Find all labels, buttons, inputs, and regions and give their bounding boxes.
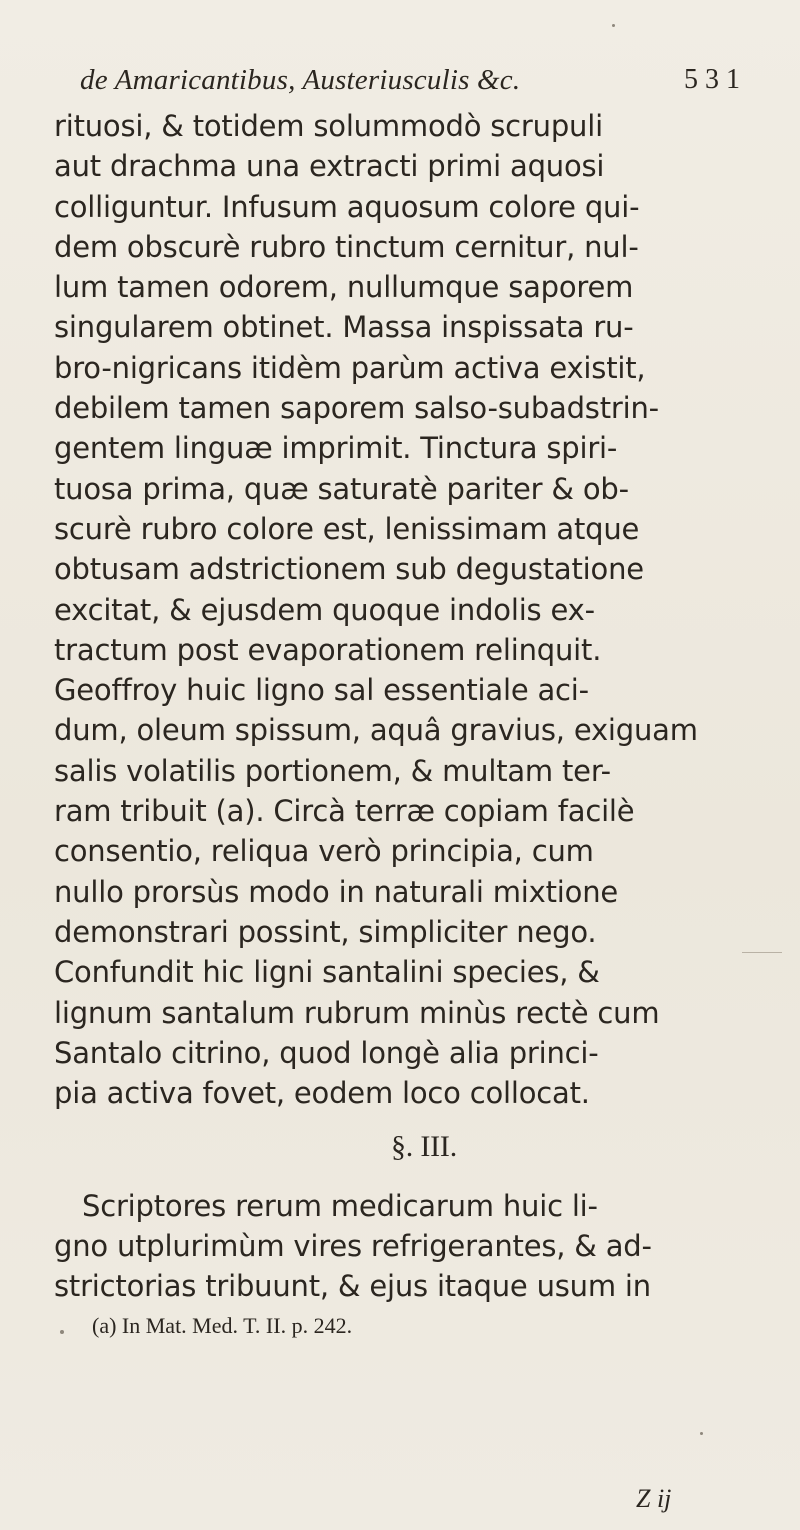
text-line: Scriptores rerum medicarum huic li- [82,1188,598,1223]
text-line: aut drachma una extracti primi aquosi [54,149,605,184]
text-line: debilem tamen saporem salso-subadstrin- [54,391,659,426]
footnote: (a) In Mat. Med. T. II. p. 242. [92,1312,353,1338]
running-title: de Amaricantibus, Austeriusculis &c. [80,64,521,96]
text-line: Confundit hic ligni santalini species, & [54,955,600,990]
text-line: pia activa fovet, eodem loco collocat. [54,1076,590,1111]
text-line: nullo prorsùs modo in naturali mixtione [54,874,619,909]
text-line: tractum post evaporationem relinquit. [54,632,602,667]
paper-speck [700,1432,703,1435]
text-line: scurè rubro colore est, lenissimam atque [54,511,640,546]
page-header [80,64,740,112]
text-line: Geoffroy huic ligno sal essentiale aci- [54,673,589,708]
section-heading: §. III. [390,1130,458,1164]
text-line: singularem obtinet. Massa inspissata ru- [54,310,634,345]
text-line: colliguntur. Infusum aquosum colore qui- [54,189,640,224]
text-line: lignum santalum rubrum minùs rectè cum [54,995,660,1030]
margin-rule [742,952,782,953]
paper-speck [60,1330,64,1334]
text-line: excitat, & ejusdem quoque indolis ex- [54,592,595,627]
text-line: tuosa prima, quæ saturatè pariter & ob- [54,471,629,506]
signature-mark: Z ij [636,1484,672,1513]
text-line: gno utplurimùm vires refrigerantes, & ad- [54,1229,652,1264]
page-number: 5 3 1 [684,64,740,95]
text-line: salis volatilis portionem, & multam ter- [54,753,611,788]
text-line: ram tribuit (a). Circà terræ copiam facilè [54,794,635,829]
text-line: strictorias tribuunt, & ejus itaque usum in [54,1269,651,1304]
text-line: demonstrari possint, simpliciter nego. [54,914,597,949]
text-line: dem obscurè rubro tinctum cernitur, nul- [54,229,639,264]
text-line: consentio, reliqua verò principia, cum [54,834,594,869]
main-text [54,106,754,1343]
text-line: obtusam adstrictionem sub degustatione [54,552,644,587]
text-line: lum tamen odorem, nullumque saporem [54,270,634,305]
text-line: dum, oleum spissum, aquâ gravius, exiguam [54,713,698,748]
text-line: bro-nigricans itidèm parùm activa existit, [54,350,646,385]
text-line: Santalo citrino, quod longè alia princi- [54,1035,599,1070]
paper-speck [612,24,615,27]
text-line: gentem linguæ imprimit. Tinctura spiri- [54,431,618,466]
text-line: rituosi, & totidem solummodò scrupuli [54,109,603,143]
